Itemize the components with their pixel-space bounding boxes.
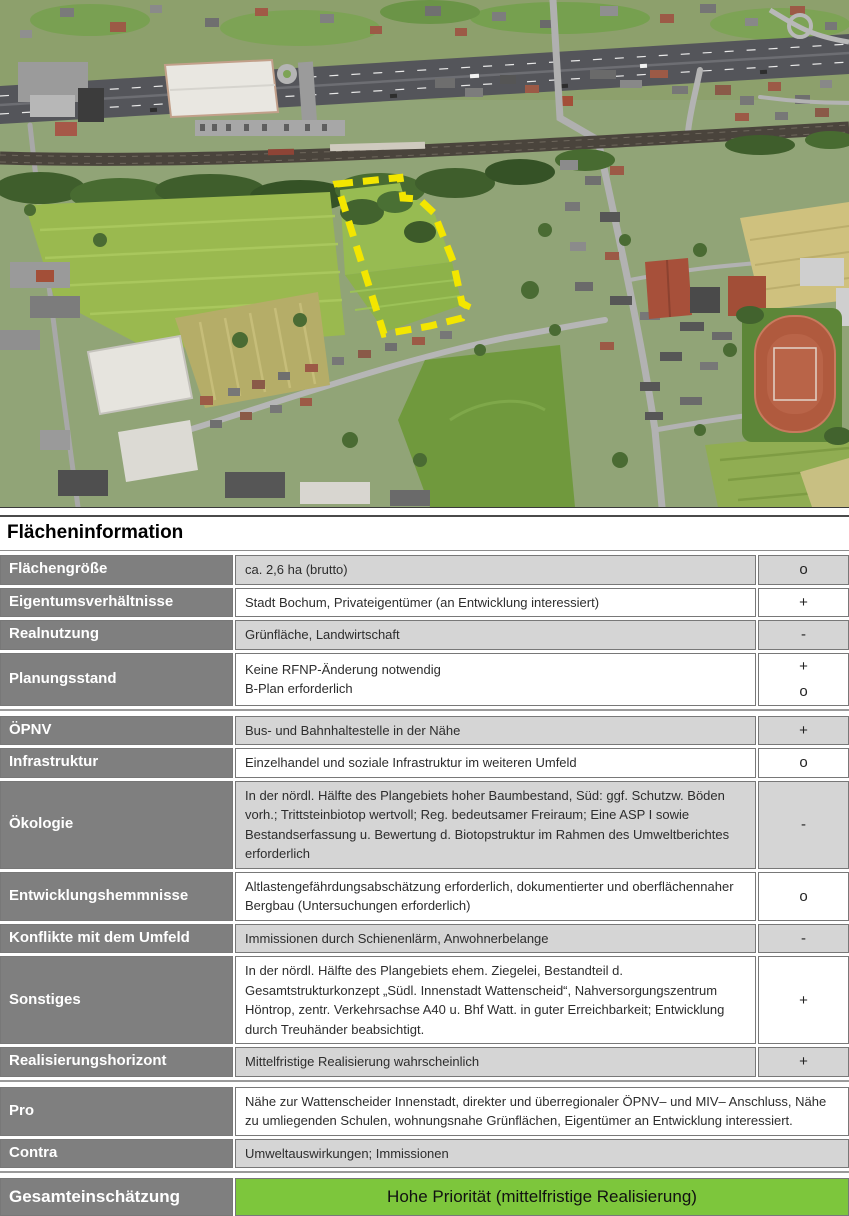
row-value: Stadt Bochum, Privateigentümer (an Entwicklung interessiert) xyxy=(235,588,756,618)
section-title: Flächeninformation xyxy=(0,515,849,551)
table-section-criteria xyxy=(0,709,849,1077)
row-rating: - xyxy=(758,781,849,869)
row-label: ÖPNV xyxy=(0,716,233,746)
table-row-eigentum xyxy=(0,588,849,618)
row-value: Bus- und Bahnhaltestelle in der Nähe xyxy=(235,716,756,746)
row-rating xyxy=(758,653,849,706)
table-section-overall xyxy=(0,1171,849,1216)
row-rating: + xyxy=(758,716,849,746)
row-value-line: Keine RFNP-Änderung notwendig xyxy=(245,661,441,677)
row-value: ca. 2,6 ha (brutto) xyxy=(235,555,756,585)
row-label: Ökologie xyxy=(0,781,233,869)
row-label: Realnutzung xyxy=(0,620,233,650)
row-rating: + xyxy=(758,1047,849,1077)
row-label: Infrastruktur xyxy=(0,748,233,778)
row-rating: o xyxy=(758,555,849,585)
row-rating: - xyxy=(758,620,849,650)
row-value: Einzelhandel und soziale Infrastruktur im weiteren Umfeld xyxy=(235,748,756,778)
table-row-gesamteinschaetzung xyxy=(0,1178,849,1216)
sports-field xyxy=(736,306,849,445)
row-label: Sonstiges xyxy=(0,956,233,1044)
row-value-line: B-Plan erforderlich xyxy=(245,681,353,696)
row-value: Mittelfristige Realisierung wahrscheinlich xyxy=(235,1047,756,1077)
table-row-flaechengroesse xyxy=(0,555,849,585)
row-rating-line: + xyxy=(799,657,808,675)
flaecheninformation-section xyxy=(0,515,849,1216)
table-section-pro-contra xyxy=(0,1080,849,1169)
table-row-konflikte xyxy=(0,924,849,954)
row-value: Immissionen durch Schienenlärm, Anwohnerbelange xyxy=(235,924,756,954)
row-label: Flächengröße xyxy=(0,555,233,585)
row-label: Realisierungshorizont xyxy=(0,1047,233,1077)
row-rating-line: o xyxy=(799,683,808,700)
table-row-planungsstand xyxy=(0,653,849,706)
row-value xyxy=(235,653,756,706)
row-label: Eigentumsverhältnisse xyxy=(0,588,233,618)
row-value: Grünfläche, Landwirtschaft xyxy=(235,620,756,650)
row-value: In der nördl. Hälfte des Plangebiets ehem. Ziegelei, Bestandteil d. Gesamtstrukturkonzept „Südl. Innenstadt Wattenscheid“, Nahversorgungszentrum Höntrop, zentr. Verkehrsachse A40 u. Bhf Watt. in guter Erreichbarkeit; Entwicklung durch Treuhänder beabsichtigt. xyxy=(235,956,756,1044)
row-rating: + xyxy=(758,588,849,618)
aerial-photo-graphic xyxy=(0,0,849,507)
row-value: Nähe zur Wattenscheider Innenstadt, direkter und überregionaler ÖPNV– und MIV– Anschluss, Nähe zu umliegenden Schulen, wohnungsnahe Grünflächen, Eigentümer an Entwicklung interessiert. xyxy=(235,1087,849,1136)
row-rating: + xyxy=(758,956,849,1044)
row-rating: o xyxy=(758,748,849,778)
row-label: Pro xyxy=(0,1087,233,1136)
row-label: Contra xyxy=(0,1139,233,1169)
table-row-realnutzung xyxy=(0,620,849,650)
table-section-basics xyxy=(0,551,849,706)
row-value: In der nördl. Hälfte des Plangebiets hoher Baumbestand, Süd: ggf. Schutzw. Böden vorh.; Trittsteinbiotop wertvoll; Reg. bedeutsamer Freiraum; Eine ASP I sowie Bestandserfassung u. Bewertung d. Biotopstruktur im Rahmen des Umweltberichtes erforderlich xyxy=(235,781,756,869)
aerial-photo xyxy=(0,0,849,508)
row-value: Umweltauswirkungen; Immissionen xyxy=(235,1139,849,1169)
table-row-oepnv xyxy=(0,716,849,746)
row-label: Entwicklungshemmnisse xyxy=(0,872,233,921)
row-value: Altlastengefährdungsabschätzung erforderlich, dokumentierter und oberflächennaher Bergbau (Untersuchungen erforderlich) xyxy=(235,872,756,921)
row-rating: o xyxy=(758,872,849,921)
row-label: Gesamteinschätzung xyxy=(0,1178,233,1216)
table-row-entwicklungshemmnisse xyxy=(0,872,849,921)
table-row-oekologie xyxy=(0,781,849,869)
table-row-pro xyxy=(0,1087,849,1136)
table-row-realisierungshorizont xyxy=(0,1047,849,1077)
table-row-infrastruktur xyxy=(0,748,849,778)
table-row-sonstiges xyxy=(0,956,849,1044)
overall-value: Hohe Priorität (mittelfristige Realisierung) xyxy=(235,1178,849,1216)
row-rating: - xyxy=(758,924,849,954)
row-label: Konflikte mit dem Umfeld xyxy=(0,924,233,954)
table-row-contra xyxy=(0,1139,849,1169)
row-label: Planungsstand xyxy=(0,653,233,706)
